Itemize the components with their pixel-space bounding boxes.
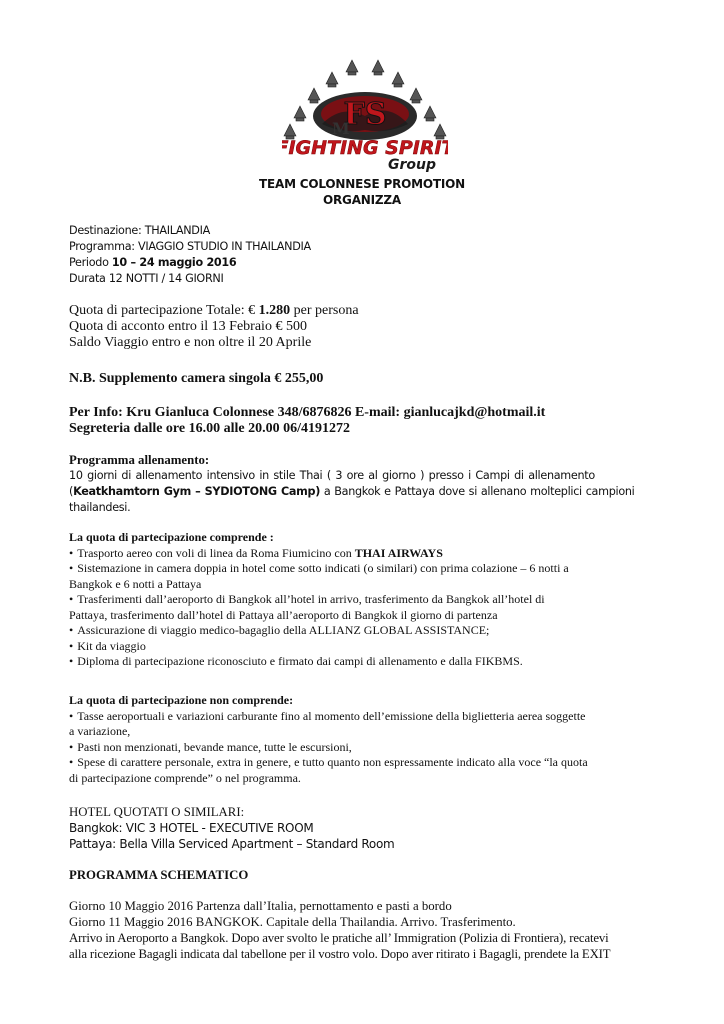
trip-info <box>69 223 659 287</box>
bullet-icon: • <box>69 739 74 754</box>
comprende-title: La quota di partecipazione comprende : <box>69 530 274 544</box>
non-comprende-item: • Pasti non menzionati, bevande mance, tutte le escursioni, <box>69 739 352 754</box>
allenamento-text-2: (Keatkhamtorn Gym – SYDIOTONG Camp) a Bangkok e Pattaya dove si allenano molteplici campioni <box>69 485 635 498</box>
schematico-title-block <box>69 867 659 883</box>
hotel-section <box>69 804 659 852</box>
comprende-item: • Sistemazione in camera doppia in hotel come sotto indicati (o similari) con prima colazione – 6 notti a <box>69 561 569 575</box>
bullet-icon: • <box>69 755 74 769</box>
bullet-icon: • <box>69 638 74 653</box>
comprende-item: • Trasporto aereo con voli di linea da Roma Fiumicino con THAI AIRWAYS <box>69 545 443 560</box>
supplemento: N.B. Supplemento camera singola € 255,00 <box>69 371 324 386</box>
bullet-icon: • <box>69 592 74 606</box>
bullet-icon: • <box>69 654 74 668</box>
info-contact: Per Info: Kru Gianluca Colonnese 348/6876826 E-mail: gianlucajkd@hotmail.it <box>69 405 546 420</box>
bullet-icon: • <box>69 708 74 723</box>
schematico-line: alla ricezione Bagagli indicata dal tabellone per il vostro volo. Dopo aver ritirato i Bagagli, prendete la EXIT <box>69 947 611 961</box>
fighting-spirit-logo <box>282 48 448 172</box>
allenamento-title: Programma allenamento: <box>69 453 210 467</box>
non-comprende-item: • Spese di carattere personale, extra in genere, e tutto quanto non espressamente indicato alla voce “la quota <box>69 755 588 769</box>
allenamento-text-1: 10 giorni di allenamento intensivo in stile Thai ( 3 ore al giorno ) presso i Campi di allenamento <box>69 469 595 482</box>
info-section <box>69 405 659 437</box>
info-segreteria: Segreteria dalle ore 16.00 alle 20.00 06/4191272 <box>69 421 350 436</box>
hotel-bangkok: Bangkok: VIC 3 HOTEL - EXECUTIVE ROOM <box>69 821 314 835</box>
schematico-title: PROGRAMMA SCHEMATICO <box>69 868 249 882</box>
svg-text:M: M <box>332 119 350 138</box>
comprende-item: • Kit da viaggio <box>69 638 146 653</box>
non-comprende-item: • Tasse aeroportuali e variazioni carburante fino al momento dell’emissione della biglietteria aerea soggette <box>69 708 586 723</box>
comprende-section: La quota di partecipazione comprende : • Trasporto aereo con voli di linea da Roma Fiumicino con THAI AIRWAYS • Sistemazione in camera doppia in hotel come sotto indicati (o similari) con prima colazione – 6 notti a Bangkok e 6 notti a Pattaya • Trasferimenti dall’aeroporto di Bangkok all’hotel in arrivo, trasferimento da Bangkok all’hotel di Pattaya, trasferimento dall’hotel di Pattaya all’aeroporto di Bangkok il giorno di partenza • Assicurazione di viaggio medico-bagaglio della ALLIANZ GLOBAL ASSISTANCE; • Kit da viaggio • Diploma di partecipazione riconosciuto e firmato dai campi di allenamento e dalla FIKBMS. <box>69 530 659 670</box>
logo-subtitle: Group <box>387 157 437 172</box>
schematico-line: Giorno 10 Maggio 2016 Partenza dall’Italia, pernottamento e pasti a bordo <box>69 899 452 913</box>
header-line-1: TEAM COLONNESE PROMOTION <box>259 177 465 191</box>
bullet-icon: • <box>69 623 74 637</box>
comprende-item: • Diploma di partecipazione riconosciuto e firmato dai campi di allenamento e dalla FIKBMS. <box>69 654 523 668</box>
programma: Programma: VIAGGIO STUDIO IN THAILANDIA <box>69 240 311 253</box>
periodo-value: 10 – 24 maggio 2016 <box>111 256 237 269</box>
bullet-icon: • <box>69 545 74 560</box>
schematico-section <box>69 898 659 962</box>
quota-section <box>69 303 659 351</box>
non-comprende-title: La quota di partecipazione non comprende: <box>69 693 294 707</box>
comprende-item: • Assicurazione di viaggio medico-bagaglio della ALLIANZ GLOBAL ASSISTANCE; <box>69 623 490 637</box>
quota-acconto: Quota di acconto entro il 13 Febraio € 500 <box>69 319 307 334</box>
logo-graphic <box>282 48 448 172</box>
logo-monogram: FS <box>343 97 387 132</box>
quota-totale-value: 1.280 <box>258 303 291 318</box>
durata: Durata 12 NOTTI / 14 GIORNI <box>69 272 224 285</box>
gym-name: Keatkhamtorn Gym – SYDIOTONG Camp) <box>73 485 321 498</box>
allenamento-section <box>69 452 659 516</box>
bullet-icon: • <box>69 561 74 575</box>
hotel-pattaya: Pattaya: Bella Villa Serviced Apartment – Standard Room <box>69 837 395 851</box>
logo-wordmark: FIGHTING SPIRIT <box>282 137 448 159</box>
schematico-line: Arrivo in Aeroporto a Bangkok. Dopo aver svolto le pratiche all’ Immigration (Polizia di Frontiera), recatevi <box>69 931 609 945</box>
header-line-2: ORGANIZZA <box>323 193 401 207</box>
hotel-title: HOTEL QUOTATI O SIMILARI: <box>69 805 245 819</box>
comprende-item: • Trasferimenti dall’aeroporto di Bangkok all’hotel in arrivo, trasferimento da Bangkok all’hotel di <box>69 592 545 606</box>
destinazione: Destinazione: THAILANDIA <box>69 224 210 237</box>
quota-saldo: Saldo Viaggio entro e non oltre il 20 Aprile <box>69 335 312 350</box>
quota-totale: Quota di partecipazione Totale: € 1.280 per persona <box>69 303 359 318</box>
allenamento-text-3: thailandesi. <box>69 501 131 514</box>
periodo: Periodo 10 – 24 maggio 2016 <box>69 256 237 269</box>
non-comprende-section: La quota di partecipazione non comprende: • Tasse aeroportuali e variazioni carburante fino al momento dell’emissione della biglietteria aerea soggette a variazione, • Pasti non menzionati, bevande mance, tutte le escursioni, • Spese di carattere personale, extra in genere, e tutto quanto non espressamente indicato alla voce “la quota di partecipazione comprende” o nel programma. <box>69 693 659 786</box>
schematico-line: Giorno 11 Maggio 2016 BANGKOK. Capitale della Thailandia. Arrivo. Trasferimento. <box>69 915 516 929</box>
